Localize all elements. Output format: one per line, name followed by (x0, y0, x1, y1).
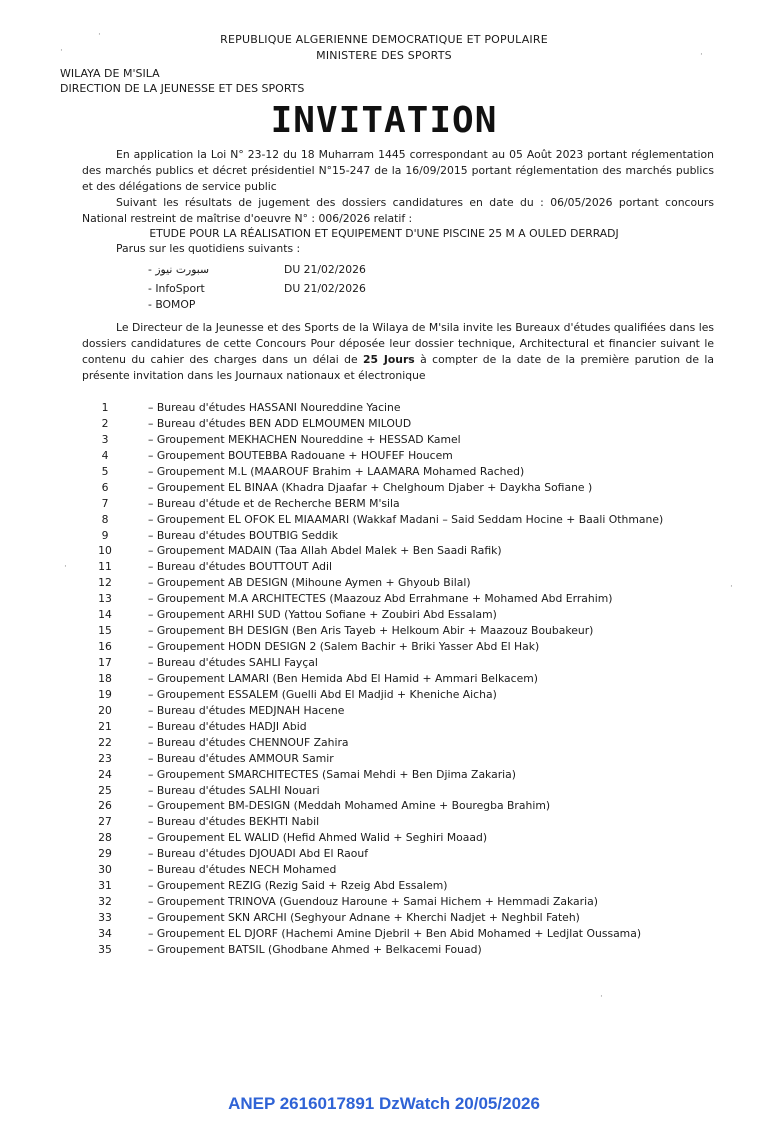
entry-number: 6 (101, 480, 109, 494)
entry-name: – Bureau d'études HASSANI Noureddine Yacine (148, 401, 401, 414)
ministry-header: MINISTERE DES SPORTS (316, 49, 452, 62)
intro-text-1: En application la Loi N° 23-12 du 18 Muharram 1445 correspondant au 05 Août 2023 portant réglementation des marchés publics et décret présidentiel N°15-247 de la 16/09/2015 portant réglementation des marchés publics et des délégations de service public (82, 148, 714, 193)
entry-number: 29 (98, 847, 112, 861)
entry-name: – Groupement TRINOVA (Guendouz Haroune + Samai Hichem + Hemmadi Zakaria) (148, 895, 598, 909)
body-text-start: Le Directeur de la Jeunesse et des Sports de la Wilaya de M'sila invite les Bureaux d'études qualifiées dans les dossiers candidatures de cette Concours Pour déposée leur dossier technique, Architectural et financier suivant le contenu du cahier des charges dans un délai de (82, 321, 714, 366)
entry-name: – Bureau d'études BEN ADD ELMOUMEN MILOUD (148, 416, 412, 430)
list-item (0, 575, 768, 591)
list-item (0, 480, 768, 496)
entry-number: 20 (98, 703, 112, 717)
entry-name: – Groupement AB DESIGN (Mihoune Aymen + Ghyoub Bilal) (148, 576, 471, 590)
intro-paragraph-1 (82, 147, 714, 195)
scan-speck: · (730, 582, 733, 592)
entry-name: – Bureau d'études BOUTBIG Seddik (148, 528, 338, 542)
entry-name: – Bureau d'études BEKHTI Nabil (148, 815, 320, 829)
entry-name: – Groupement BH DESIGN (Ben Aris Tayeb + Helkoum Abir + Maazouz Boubakeur) (148, 624, 594, 638)
entry-number: 13 (98, 592, 112, 606)
list-item (0, 655, 768, 671)
list-item (0, 528, 768, 544)
newspaper-name-3: - BOMOP (148, 298, 196, 311)
newspaper-name-2: - InfoSport (148, 282, 205, 295)
list-item (0, 639, 768, 655)
list-item (0, 910, 768, 926)
list-item (0, 512, 768, 528)
intro-paragraph-2 (82, 195, 714, 227)
entry-number: 11 (98, 560, 112, 574)
entry-name: – Groupement MEKHACHEN Noureddine + HESSAD Kamel (148, 432, 461, 446)
entry-name: – Groupement EL OFOK EL MIAAMARI (Wakkaf Madani – Said Seddam Hocine + Baali Othmane) (148, 512, 664, 526)
entry-number: 10 (98, 544, 112, 558)
project-subject: ETUDE POUR LA RÉALISATION ET EQUIPEMENT D'UNE PISCINE 25 M A OULED DERRADJ (149, 227, 619, 240)
list-item (0, 559, 768, 575)
list-item (0, 942, 768, 958)
list-item (0, 926, 768, 942)
entry-name: – Groupement BOUTEBBA Radouane + HOUFEF Houcem (148, 448, 453, 462)
list-item (0, 830, 768, 846)
entry-number: 7 (101, 496, 109, 510)
wilaya-header: WILAYA DE M'SILA (60, 67, 160, 80)
body-text-end: à compter de la date de la première parution de la présente invitation dans les Journaux nationaux et électronique (82, 353, 715, 382)
entry-name: – Bureau d'études CHENNOUF Zahira (148, 735, 349, 749)
entry-name: – Bureau d'études DJOUADI Abd El Raouf (148, 847, 369, 861)
list-item (0, 687, 768, 703)
entry-name: – Groupement LAMARI (Ben Hemida Abd El Hamid + Ammari Belkacem) (148, 671, 538, 685)
list-item (0, 543, 768, 559)
entry-name: – Bureau d'études MEDJNAH Hacene (148, 703, 345, 717)
entry-name: – Groupement M.A ARCHITECTES (Maazouz Abd Errahmane + Mohamed Abd Errahim) (148, 592, 613, 606)
list-item (0, 416, 768, 432)
entry-name: – Groupement M.L (MAAROUF Brahim + LAAMARA Mohamed Rached) (148, 464, 525, 478)
newspaper-date-1: DU 21/02/2026 (284, 263, 366, 276)
document-title: INVITATION (270, 100, 498, 141)
scan-speck: · (64, 562, 67, 572)
entry-name: – Bureau d'étude et de Recherche BERM M'sila (148, 496, 400, 510)
entry-number: 19 (98, 687, 112, 701)
list-item (0, 591, 768, 607)
entry-name: – Groupement MADAIN (Taa Allah Abdel Malek + Ben Saadi Rafik) (148, 544, 502, 558)
entry-name: – Groupement EL DJORF (Hachemi Amine Djebril + Ben Abid Mohamed + Ledjlat Oussama) (148, 926, 642, 940)
entry-number: 1 (101, 401, 109, 414)
list-item (0, 400, 768, 416)
scan-speck: · (700, 50, 703, 60)
newspaper-name-1: - سبورت نيوز (148, 263, 210, 276)
published-label: Parus sur les quotidiens suivants : (116, 242, 301, 255)
entry-name: – Groupement REZIG (Rezig Said + Rzeig Abd Essalem) (148, 879, 448, 893)
entry-number: 23 (98, 751, 112, 765)
entry-number: 27 (98, 815, 112, 829)
list-item (0, 846, 768, 862)
list-item (0, 671, 768, 687)
list-item (0, 496, 768, 512)
entry-number: 16 (98, 640, 112, 654)
entry-number: 33 (98, 911, 112, 924)
list-item (0, 703, 768, 719)
entry-number: 26 (98, 799, 112, 813)
entry-number: 35 (98, 942, 112, 956)
entry-name: – Bureau d'études HADJI Abid (148, 719, 307, 733)
entry-number: 4 (101, 448, 109, 462)
entry-name: – Groupement ARHI SUD (Yattou Sofiane + Zoubiri Abd Essalam) (148, 608, 497, 622)
list-item (0, 751, 768, 767)
entry-number: 9 (101, 528, 109, 542)
entry-number: 2 (101, 416, 109, 430)
list-item (0, 432, 768, 448)
entry-name: – Bureau d'études BOUTTOUT Adil (148, 560, 333, 574)
list-item (0, 464, 768, 480)
entry-number: 30 (98, 863, 112, 877)
deadline-bold: 25 Jours (363, 353, 415, 366)
list-item (0, 798, 768, 814)
entry-name: – Bureau d'études SALHI Nouari (148, 783, 320, 797)
entry-name: – Groupement HODN DESIGN 2 (Salem Bachir + Briki Yasser Abd El Hak) (148, 640, 540, 654)
list-item (0, 719, 768, 735)
list-item (0, 783, 768, 799)
entry-number: 14 (98, 608, 112, 622)
entry-number: 21 (98, 719, 112, 733)
list-item (0, 448, 768, 464)
entry-number: 12 (98, 576, 112, 590)
candidates-list (0, 400, 768, 958)
intro-text-2: Suivant les résultats de jugement des dossiers candidatures en date du : 06/05/2026 portant concours National restreint de maîtrise d'oeuvre N° : 006/2026 relatif : (82, 196, 714, 225)
list-item (0, 862, 768, 878)
list-item (0, 607, 768, 623)
list-item (0, 878, 768, 894)
list-item (0, 735, 768, 751)
entry-name: – Bureau d'études SAHLI Fayçal (148, 656, 318, 669)
entry-number: 8 (101, 512, 109, 526)
entry-number: 24 (98, 767, 112, 781)
republic-header: REPUBLIQUE ALGERIENNE DEMOCRATIQUE ET POPULAIRE (220, 33, 548, 46)
entry-number: 22 (98, 735, 112, 749)
invitation-body (82, 320, 714, 384)
list-item (0, 767, 768, 783)
entry-name: – Groupement EL WALID (Hefid Ahmed Walid + Seghiri Moaad) (148, 831, 488, 845)
scan-speck: · (98, 30, 101, 40)
entry-name: – Groupement SKN ARCHI (Seghyour Adnane + Kherchi Nadjet + Neghbil Fateh) (148, 911, 580, 924)
footer-reference: ANEP 2616017891 DzWatch 20/05/2026 (228, 1094, 540, 1113)
entry-number: 5 (101, 464, 109, 478)
entry-number: 15 (98, 624, 112, 638)
scan-speck: · (600, 992, 603, 1002)
entry-number: 32 (98, 895, 112, 909)
entry-number: 17 (98, 656, 112, 669)
entry-number: 3 (101, 432, 109, 446)
list-item (0, 894, 768, 910)
entry-number: 31 (98, 879, 112, 893)
entry-name: – Groupement ESSALEM (Guelli Abd El Madjid + Kheniche Aicha) (148, 687, 497, 701)
newspaper-date-2: DU 21/02/2026 (284, 282, 366, 295)
direction-header: DIRECTION DE LA JEUNESSE ET DES SPORTS (60, 82, 305, 95)
entry-name: – Bureau d'études AMMOUR Samir (148, 751, 334, 765)
entry-name: – Groupement BATSIL (Ghodbane Ahmed + Belkacemi Fouad) (148, 942, 482, 956)
entry-number: 25 (98, 783, 112, 797)
entry-name: – Groupement BM-DESIGN (Meddah Mohamed Amine + Bouregba Brahim) (148, 799, 551, 813)
list-item (0, 623, 768, 639)
entry-number: 18 (98, 671, 112, 685)
entry-name: – Groupement EL BINAA (Khadra Djaafar + Chelghoum Djaber + Daykha Sofiane ) (148, 480, 593, 494)
scan-speck: · (60, 46, 63, 56)
entry-name: – Groupement SMARCHITECTES (Samai Mehdi + Ben Djima Zakaria) (148, 767, 517, 781)
entry-number: 34 (98, 926, 112, 940)
entry-name: – Bureau d'études NECH Mohamed (148, 863, 337, 877)
list-item (0, 814, 768, 830)
entry-number: 28 (98, 831, 112, 845)
